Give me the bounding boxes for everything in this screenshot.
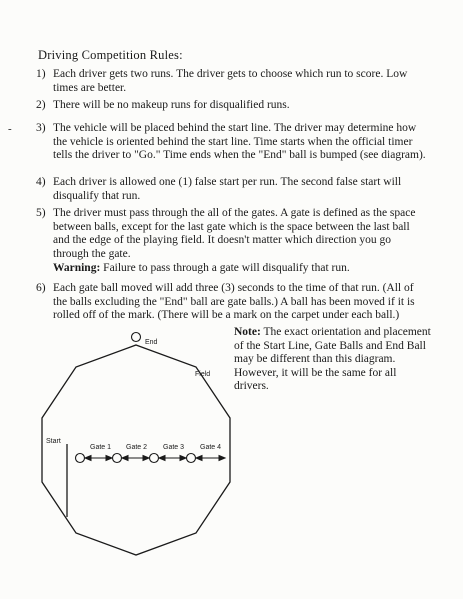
gate-1-label: Gate 1 [90, 444, 112, 451]
rule-4 [36, 176, 428, 203]
document-heading: Driving Competition Rules: [38, 48, 183, 62]
rule-number: 1) [36, 68, 46, 80]
warning-label: Warning: [53, 262, 101, 274]
gate-4-arrow [196, 456, 225, 461]
end-label: End [145, 339, 158, 346]
rule-number: 6) [36, 282, 46, 294]
margin-mark: - [8, 123, 12, 135]
field-label: Field [195, 371, 211, 378]
warning-paragraph [53, 262, 433, 276]
gate-ball-4 [187, 454, 196, 463]
warning-text: Failure to pass through a gate will disqualify that run. [100, 262, 350, 274]
rule-text: The vehicle will be placed behind the start line. The driver may determine how the vehicle is oriented behind the start line. Time starts when the official timer tells the driver to "Go." Time ends when the "End" ball is bumped (see diagram). [53, 122, 426, 161]
rule-2 [36, 99, 428, 113]
gate-3-arrow [159, 456, 186, 461]
note-text: The exact orientation and placement of the Start Line, Gate Balls and End Ball may be different than this diagram. However, it will be the same for all drivers. [234, 326, 431, 392]
gate-ball-3 [150, 454, 159, 463]
gate-2-label: Gate 2 [126, 444, 148, 451]
note-label: Note: [234, 326, 261, 338]
rule-text: There will be no makeup runs for disqualified runs. [53, 99, 290, 111]
gate-1-arrow [85, 456, 112, 461]
note-paragraph [234, 326, 434, 394]
gate-3-label: Gate 3 [163, 444, 185, 451]
rule-5 [36, 207, 428, 261]
rule-text: Each driver is allowed one (1) false start per run. The second false start will disqualify that run. [53, 176, 402, 202]
gate-ball-1 [76, 454, 85, 463]
rule-text: The driver must pass through the all of the gates. A gate is defined as the space between balls, except for the last gate which is the space between the last ball and the edge of the playing field. It doesn't matter which direction you go through the gate. [53, 207, 416, 260]
start-label: Start [46, 438, 61, 445]
rule-number: 2) [36, 99, 46, 111]
field-boundary [42, 345, 230, 555]
rule-1 [36, 68, 428, 95]
gate-2-arrow [122, 456, 149, 461]
end-ball [132, 333, 141, 342]
rule-3 [36, 122, 428, 163]
rule-number: 4) [36, 176, 46, 188]
rule-number: 5) [36, 207, 46, 219]
gate-ball-2 [113, 454, 122, 463]
rule-number: 3) [36, 122, 46, 134]
rule-6 [36, 282, 428, 323]
gate-4-label: Gate 4 [200, 444, 222, 451]
rule-text: Each driver gets two runs. The driver gets to choose which run to score. Low times are better. [53, 68, 408, 94]
rule-text: Each gate ball moved will add three (3) seconds to the time of that run. (All of the balls excluding the "End" ball are gate balls.) A ball has been moved if it is rolled off of the mark. (There will be a mark on the carpet under each ball.) [53, 282, 415, 321]
